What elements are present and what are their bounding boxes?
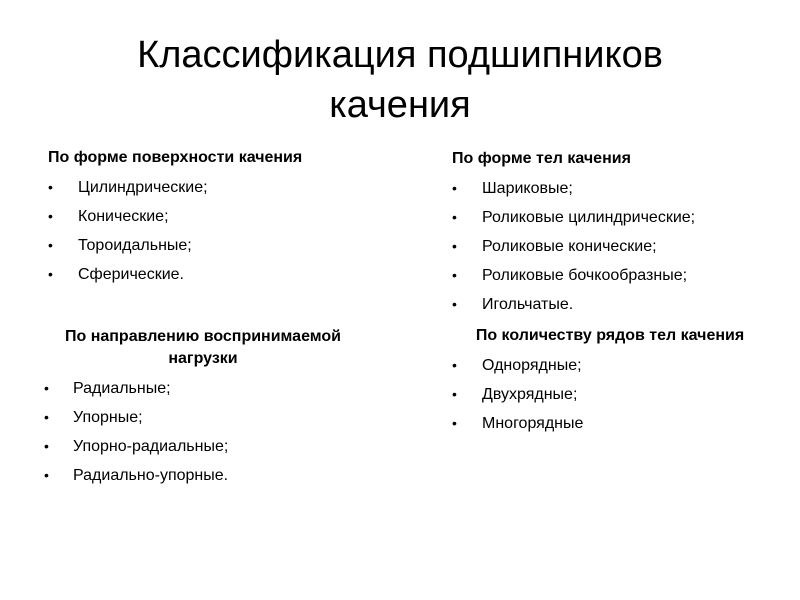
list-item-text: Упорные; <box>73 409 143 426</box>
section-surface-shape <box>48 147 408 289</box>
list-item-text: Радиальные; <box>73 380 171 397</box>
list-item <box>452 261 792 290</box>
bullet-icon: • <box>44 380 49 396</box>
section-heading-line-1: По направлению воспринимаемой <box>64 328 341 345</box>
bullet-icon: • <box>48 266 53 282</box>
bullet-icon: • <box>452 209 457 225</box>
bullet-list <box>452 351 768 438</box>
section-row-count <box>452 325 768 438</box>
list-item-text: Упорно-радиальные; <box>73 438 229 455</box>
bullet-icon: • <box>44 467 49 483</box>
list-item <box>40 403 366 432</box>
bullet-icon: • <box>48 208 53 224</box>
list-item-text: Роликовые конические; <box>482 238 657 255</box>
bullet-icon: • <box>452 267 457 283</box>
list-item <box>40 374 366 403</box>
list-item <box>40 461 366 490</box>
list-item-text: Цилиндрические; <box>78 179 208 196</box>
list-item <box>452 380 768 409</box>
bullet-list <box>40 374 366 490</box>
bullet-icon: • <box>48 237 53 253</box>
bullet-icon: • <box>452 296 457 312</box>
section-heading: По форме тел качения <box>452 150 631 167</box>
bullet-list <box>452 174 792 319</box>
slide-title-line-1: Классификация подшипников <box>137 34 663 76</box>
section-load-direction <box>40 326 366 490</box>
bullet-icon: • <box>44 409 49 425</box>
bullet-icon: • <box>452 386 457 402</box>
bullet-icon: • <box>44 438 49 454</box>
bullet-list <box>48 173 408 289</box>
list-item-text: Игольчатые. <box>482 296 574 313</box>
bullet-icon: • <box>452 238 457 254</box>
list-item <box>452 351 768 380</box>
list-item-text: Двухрядные; <box>482 386 578 403</box>
section-rolling-body-shape <box>452 148 792 319</box>
section-heading <box>40 326 366 370</box>
list-item <box>452 232 792 261</box>
list-item <box>40 432 366 461</box>
section-heading: По форме поверхности качения <box>48 149 303 166</box>
list-item <box>48 173 408 202</box>
list-item <box>452 290 792 319</box>
slide-title <box>60 30 740 130</box>
section-heading-line-2: нагрузки <box>168 350 238 367</box>
list-item <box>48 231 408 260</box>
list-item-text: Шариковые; <box>482 180 573 197</box>
bullet-icon: • <box>452 415 457 431</box>
list-item-text: Роликовые бочкообразные; <box>482 267 688 284</box>
list-item-text: Многорядные <box>482 415 584 432</box>
slide-title-line-2: качения <box>329 84 471 126</box>
list-item-text: Роликовые цилиндрические; <box>482 209 696 226</box>
list-item <box>48 202 408 231</box>
list-item-text: Тороидальные; <box>78 237 192 254</box>
list-item <box>452 174 792 203</box>
section-heading: По количеству рядов тел качения <box>475 327 745 344</box>
list-item-text: Конические; <box>78 208 169 225</box>
bullet-icon: • <box>48 179 53 195</box>
list-item <box>452 409 768 438</box>
list-item <box>48 260 408 289</box>
bullet-icon: • <box>452 180 457 196</box>
list-item-text: Сферические. <box>78 266 184 283</box>
list-item <box>452 203 792 232</box>
list-item-text: Однорядные; <box>482 357 582 374</box>
list-item-text: Радиально-упорные. <box>73 467 229 484</box>
bullet-icon: • <box>452 357 457 373</box>
